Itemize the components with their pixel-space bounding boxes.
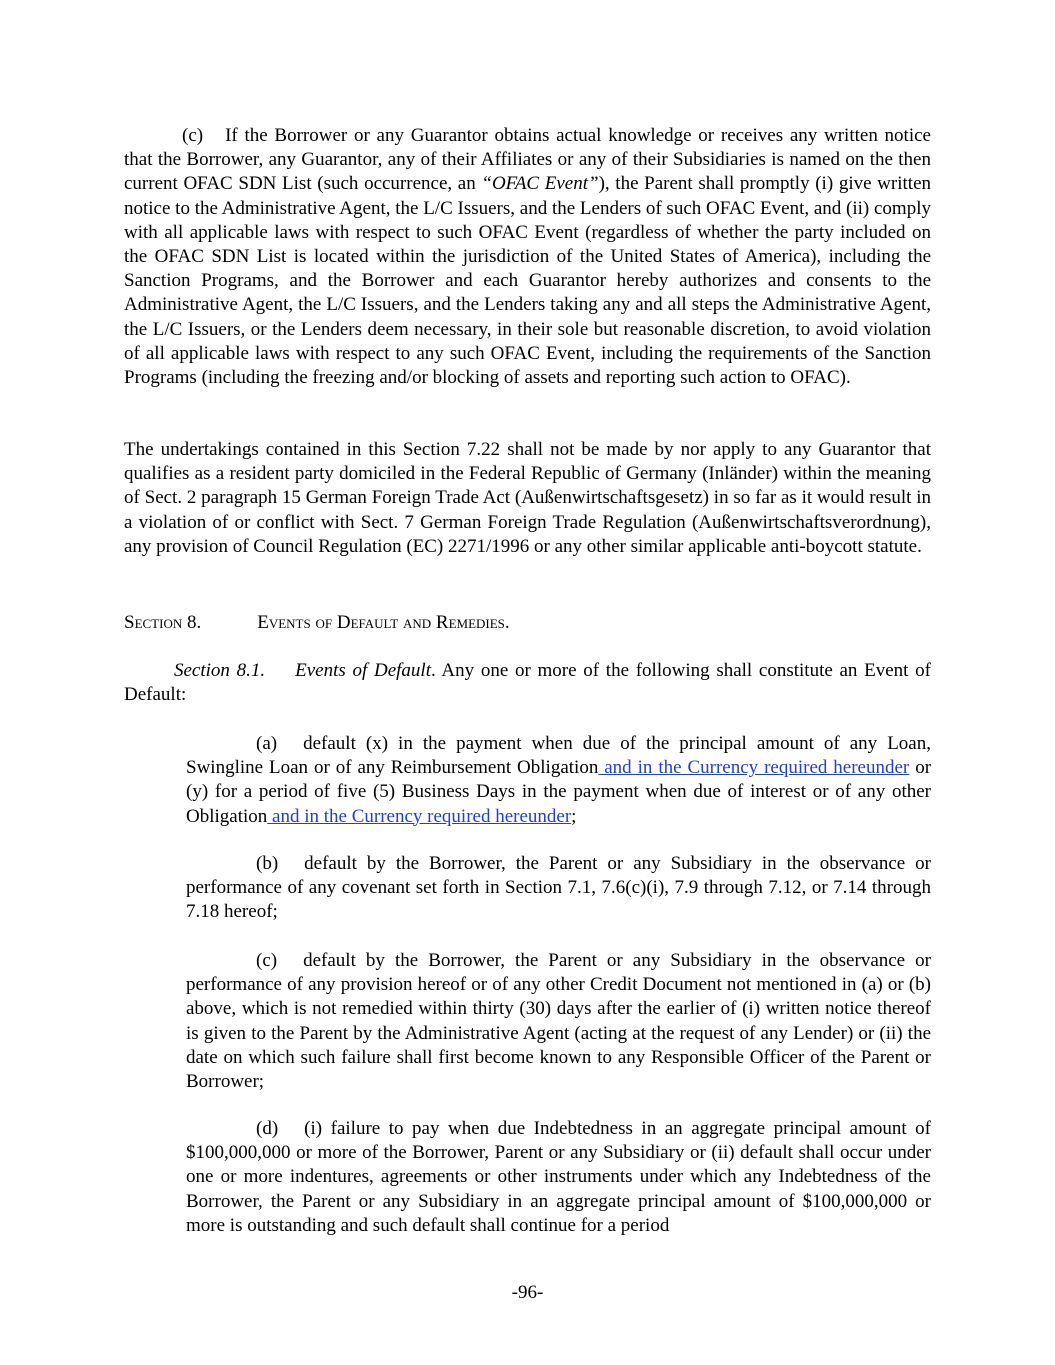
item-b-block [124,852,931,925]
section-8-1-text: . Any one or more of the following shall constitute an Event of Default: [124,660,931,706]
item-c-label: (c) [256,950,278,971]
ofac-event-term: “OFAC Event” [481,173,599,195]
paragraph-label: (c) [182,125,204,146]
section-8-1-title: Events of Default [295,660,431,681]
item-d [186,1117,931,1238]
item-b [186,852,931,925]
item-a-label: (a) [256,733,278,754]
item-c-text: default by the Borrower, the Parent or any Subsidiary in the observance or performance of any provision hereof or of any other Credit Document not mentioned in (a) or (b) above, which is not remedied within thirty (30) days after the earlier of (i) written notice thereof is given to the Parent by the Administrative Agent (acting at the request of any Lender) or (ii) the date on which such failure shall first become known to any Responsible Officer of the Parent or Borrower; [186,950,931,1093]
undertakings-block [124,438,931,559]
item-a-block [124,732,931,829]
undertakings-paragraph: The undertakings contained in this Section 7.22 shall not be made by nor apply to any Guarantor that qualifies as a resident party domiciled in the Federal Republic of Germany (Inländer) within the meaning of Sect. 2 paragraph 15 German Foreign Trade Act (Außenwirtschaftsgesetz) in so far as it would result in a violation of or conflict with Sect. 7 German Foreign Trade Regulation (Außenwirtschaftsverordnung), any provision of Council Regulation (EC) 2271/1996 or any other similar applicable anti-boycott statute. [124,439,931,557]
item-a-part1: default (x) in the payment when due of the principal amount of any Loan, Swingline Loan or of any Reimbursement Obligation [186,733,931,779]
ofac-paragraph-block [124,124,931,390]
ofac-text-after: ), the Parent shall promptly (i) give written notice to the Administrative Agent, the L/C Issuers, and the Lenders of such OFAC Event, and (ii) comply with all applicable laws with respect to such OFAC Event (regardless of whether the party included on the OFAC SDN List is located within the jurisdiction of the United States of America), including the Sanction Programs, and the Borrower and each Guarantor hereby authorizes and consents to the Administrative Agent, the L/C Issuers, and the Lenders taking any and all steps the Administrative Agent, the L/C Issuers, or the Lenders deem necessary, in their sole but reasonable discretion, to avoid violation of all applicable laws with respect to any such OFAC Event, including the requirements of the Sanction Programs (including the freezing and/or blocking of assets and reporting such action to OFAC). [124,173,931,389]
page-number: -96- [511,1282,544,1303]
ofac-text-before: If the Borrower or any Guarantor obtains actual knowledge or receives any written notice that the Borrower, any Guarantor, any of their Affiliates or any of their Subsidiaries is named on the then current OFAC SDN List (such occurrence, an [124,125,931,195]
section-8-heading [124,611,931,635]
item-c-block [124,949,931,1094]
item-a-inserted-text-1: and in the Currency required hereunder [598,757,910,779]
item-a-part2: or (y) for a period of five (5) Business Days in the payment when due of interest or of any other Obligation [186,757,932,827]
section-8-1-number: Section 8.1. [174,660,266,681]
item-d-block [124,1117,931,1238]
item-b-text: default by the Borrower, the Parent or any Subsidiary in the observance or performance of any covenant set forth in Section 7.1, 7.6(c)(i), 7.9 through 7.12, or 7.14 through 7.18 hereof; [186,853,931,923]
ofac-paragraph [124,124,931,390]
item-d-label: (d) [256,1118,279,1139]
section-8-number: Section 8. [124,612,202,633]
section-8-title: Events of Default and Remedies. [257,612,510,633]
section-8-1-block [124,659,931,707]
item-a-part3: ; [571,805,577,827]
section-8-1-paragraph [124,659,931,707]
item-a-inserted-text-2: and in the Currency required hereunder [267,805,572,827]
item-d-text: (i) failure to pay when due Indebtedness in an aggregate principal amount of $100,000,000 or more of the Borrower, Parent or any Subsidiary or (ii) default shall occur under one or more indentures, agreements or other instruments under which any Indebtedness of the Borrower, the Parent or any Subsidiary in an aggregate principal amount of $100,000,000 or more is outstanding and such default shall continue for a period [186,1118,931,1236]
item-b-label: (b) [256,853,279,874]
item-c [186,949,931,1094]
item-a [186,732,931,829]
